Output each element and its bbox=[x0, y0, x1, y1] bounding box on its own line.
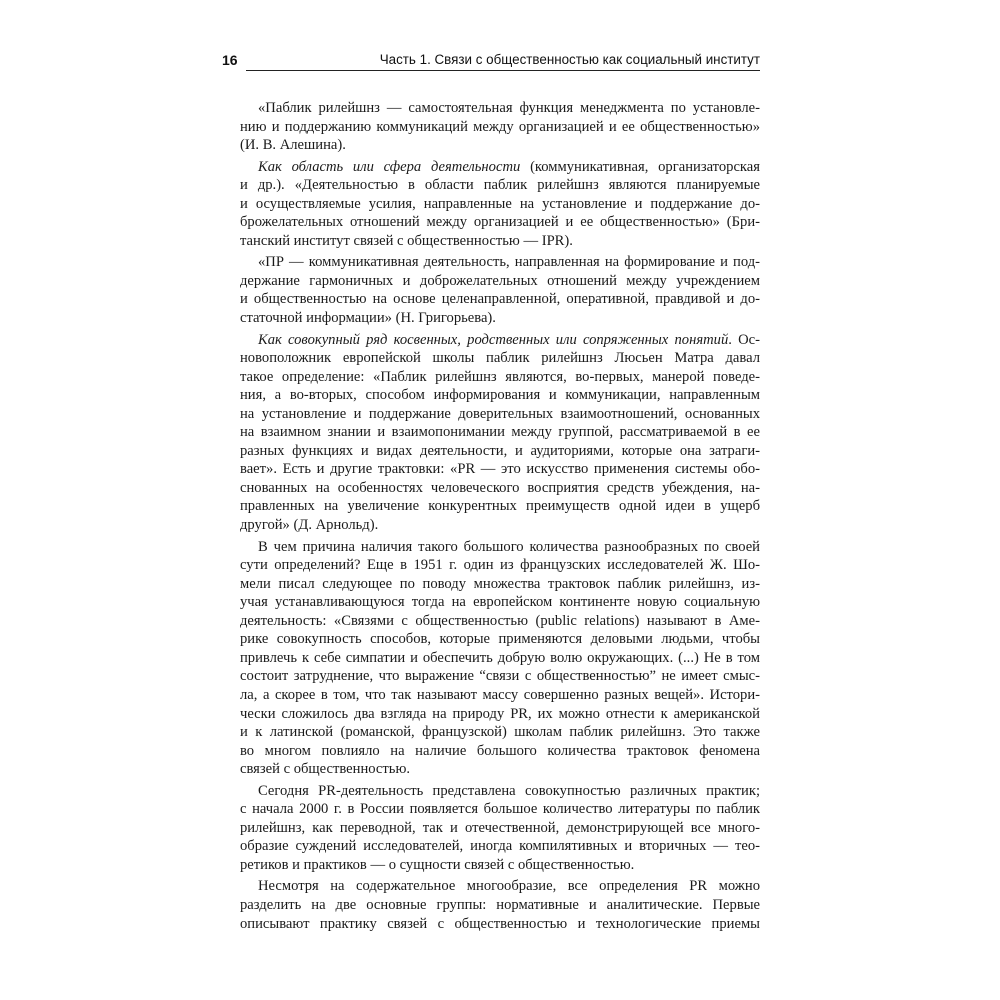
line-text: В чем причина наличия такого большого количества разнообразных по своей bbox=[258, 538, 760, 555]
line-text: описывают практику связей с общественностью и технологические приемы bbox=[240, 915, 760, 932]
running-title: Часть 1. Связи с общественностью как социальный институт bbox=[379, 52, 760, 67]
line-text: рике совокупность способов, которые применяются деловыми людьми, чтобы bbox=[240, 631, 760, 648]
text-line bbox=[240, 158, 760, 177]
text-line bbox=[240, 213, 760, 232]
text-line bbox=[240, 800, 760, 819]
text-line bbox=[240, 232, 760, 251]
paragraph bbox=[240, 253, 760, 327]
text-line bbox=[240, 253, 760, 272]
line-text: Несмотря на содержательное многообразие, все определения PR можно bbox=[258, 878, 760, 895]
text-line bbox=[240, 538, 760, 557]
line-text: статочной информации» (Н. Григорьева). bbox=[240, 310, 496, 327]
text-line bbox=[240, 118, 760, 137]
line-text: и др.). «Деятельностью в области паблик рилейшнз являются планируемые bbox=[240, 177, 760, 194]
text-line bbox=[240, 195, 760, 214]
text-line bbox=[240, 368, 760, 387]
text-line bbox=[240, 915, 760, 934]
line-text: Сегодня PR-деятельность представлена совокупностью различных практик; bbox=[258, 782, 760, 799]
text-line bbox=[240, 423, 760, 442]
text-line bbox=[240, 386, 760, 405]
line-text: другой» (Д. Арнольд). bbox=[240, 517, 379, 534]
line-text: с начала 2000 г. в России появляется большое количество литературы по паблик bbox=[240, 801, 760, 818]
text-line bbox=[240, 497, 760, 516]
line-text: образие суждений исследователей, иногда компилятивных и вторичных — тео- bbox=[240, 838, 760, 855]
line-text: ла, а скорее в том, что так называют массу совершенно разных вещей». Истори- bbox=[240, 686, 760, 703]
line-text: нию и поддержанию коммуникаций между организацией и ее общественностью» bbox=[240, 118, 760, 135]
text-line bbox=[240, 575, 760, 594]
text-line bbox=[240, 856, 760, 875]
line-text: рилейшнз, как переводной, так и отечественной, демонстрирующей все много- bbox=[240, 819, 760, 836]
line-text: на взаимном знании и взаимопонимании между группой, рассматриваемой в ее bbox=[240, 424, 760, 441]
line-text: «Паблик рилейшнз — самостоятельная функция менеджмента по установле- bbox=[258, 100, 760, 116]
text-line bbox=[240, 819, 760, 838]
line-text: чески сложилось два взгляда на природу PR, их можно отнести к американской bbox=[240, 705, 760, 722]
line-text: и к латинской (романской, французской) школам паблик рилейшнз. Это также bbox=[240, 724, 760, 741]
paragraph bbox=[240, 877, 760, 933]
text-line bbox=[240, 723, 760, 742]
text-line bbox=[240, 99, 760, 118]
text-line bbox=[240, 136, 760, 155]
text-line bbox=[240, 331, 760, 350]
text-line bbox=[240, 742, 760, 761]
line-text: правленных на увеличение конкурентных преимуществ одной идеи в ущерб bbox=[240, 498, 760, 515]
line-text: ретиков и практиков — о сущности связей с общественностью. bbox=[240, 856, 635, 873]
line-text: разделить на две основные группы: нормативные и аналитические. Первые bbox=[240, 896, 760, 913]
line-text: снованных на особенностях человеческого восприятия средств убеждения, на- bbox=[240, 479, 760, 496]
text-line bbox=[240, 516, 760, 535]
line-text: держание гармоничных и доброжелательных отношений между учреждением bbox=[240, 272, 760, 289]
text-line bbox=[240, 667, 760, 686]
line-text: мели писал следующее по поводу множества трактовок паблик рилейшнз, из- bbox=[240, 575, 760, 592]
line-text: на установление и поддержание доверительных взаимоотношений, основанных bbox=[240, 405, 760, 422]
text-line bbox=[240, 290, 760, 309]
header-rule bbox=[246, 70, 760, 71]
body-text bbox=[240, 99, 760, 933]
paragraph bbox=[240, 538, 760, 779]
line-text: сути определений? Еще в 1951 г. один из французских исследователей Ж. Шо- bbox=[240, 557, 760, 574]
text-line bbox=[240, 460, 760, 479]
line-text: такое определение: «Паблик рилейшнз являются, во-первых, манерой поведе- bbox=[240, 368, 760, 385]
line-text: учая устанавливающуюся тогда на европейском континенте новую социальную bbox=[240, 594, 760, 611]
line-text: состоит затруднение, что выражение “связи с общественностью” не имеет смыс- bbox=[240, 668, 760, 685]
running-head bbox=[222, 50, 760, 74]
line-text: привлечь к себе симпатии и обеспечить добрую волю окружающих. (...) Не в том bbox=[240, 649, 760, 666]
text-line bbox=[240, 272, 760, 291]
line-text: и общественностью на основе целенаправленной, оперативной, правдивой и до- bbox=[240, 291, 760, 308]
line-text: вает». Есть и другие трактовки: «PR — это искусство применения системы обо- bbox=[240, 461, 760, 478]
italic-lead: Как область или сфера деятельности bbox=[258, 158, 521, 175]
line-text: связей с общественностью. bbox=[240, 761, 410, 778]
text-line bbox=[240, 782, 760, 801]
text-line bbox=[240, 837, 760, 856]
line-text: во многом повлияло на наличие большого количества трактовок феномена bbox=[240, 742, 760, 759]
line-text: брожелательных отношений между организацией и ее общественностью» (Бри- bbox=[240, 214, 760, 231]
text-line bbox=[240, 479, 760, 498]
text-line bbox=[240, 877, 760, 896]
paragraph bbox=[240, 331, 760, 535]
text-line bbox=[240, 349, 760, 368]
text-line bbox=[240, 442, 760, 461]
text-line bbox=[240, 309, 760, 328]
line-text: танский институт связей с общественностью — IPR). bbox=[240, 232, 573, 249]
text-line bbox=[240, 649, 760, 668]
line-text: . Ос- bbox=[728, 331, 760, 348]
paragraph bbox=[240, 158, 760, 251]
text-line bbox=[240, 176, 760, 195]
line-text: «ПР — коммуникативная деятельность, направленная на формирование и под- bbox=[258, 254, 760, 271]
text-line bbox=[240, 556, 760, 575]
line-text: (коммуникативная, организаторская bbox=[520, 158, 760, 175]
paragraph bbox=[240, 782, 760, 875]
line-text: новоположник европейской школы паблик рилейшнз Люсьен Матра давал bbox=[240, 350, 760, 367]
line-text: (И. В. Алешина). bbox=[240, 137, 346, 154]
italic-lead: Как совокупный ряд косвенных, родственных или сопряженных понятий bbox=[258, 331, 729, 348]
text-line bbox=[240, 896, 760, 915]
text-line bbox=[240, 612, 760, 631]
text-line bbox=[240, 630, 760, 649]
text-line bbox=[240, 705, 760, 724]
text-line bbox=[240, 405, 760, 424]
line-text: разных функциях и видах деятельности, и аудиториями, которые она затраги- bbox=[240, 442, 760, 459]
line-text: деятельность: «Связями с общественностью (public relations) называют в Аме- bbox=[240, 612, 760, 629]
text-line bbox=[240, 686, 760, 705]
line-text: ния, а во-вторых, способом информирования и коммуникации, направленным bbox=[240, 387, 760, 404]
line-text: и осуществляемые усилия, направленные на установление и поддержание до- bbox=[240, 195, 760, 212]
paragraph bbox=[240, 99, 760, 155]
text-line bbox=[240, 760, 760, 779]
page-number: 16 bbox=[222, 52, 238, 68]
text-line bbox=[240, 593, 760, 612]
